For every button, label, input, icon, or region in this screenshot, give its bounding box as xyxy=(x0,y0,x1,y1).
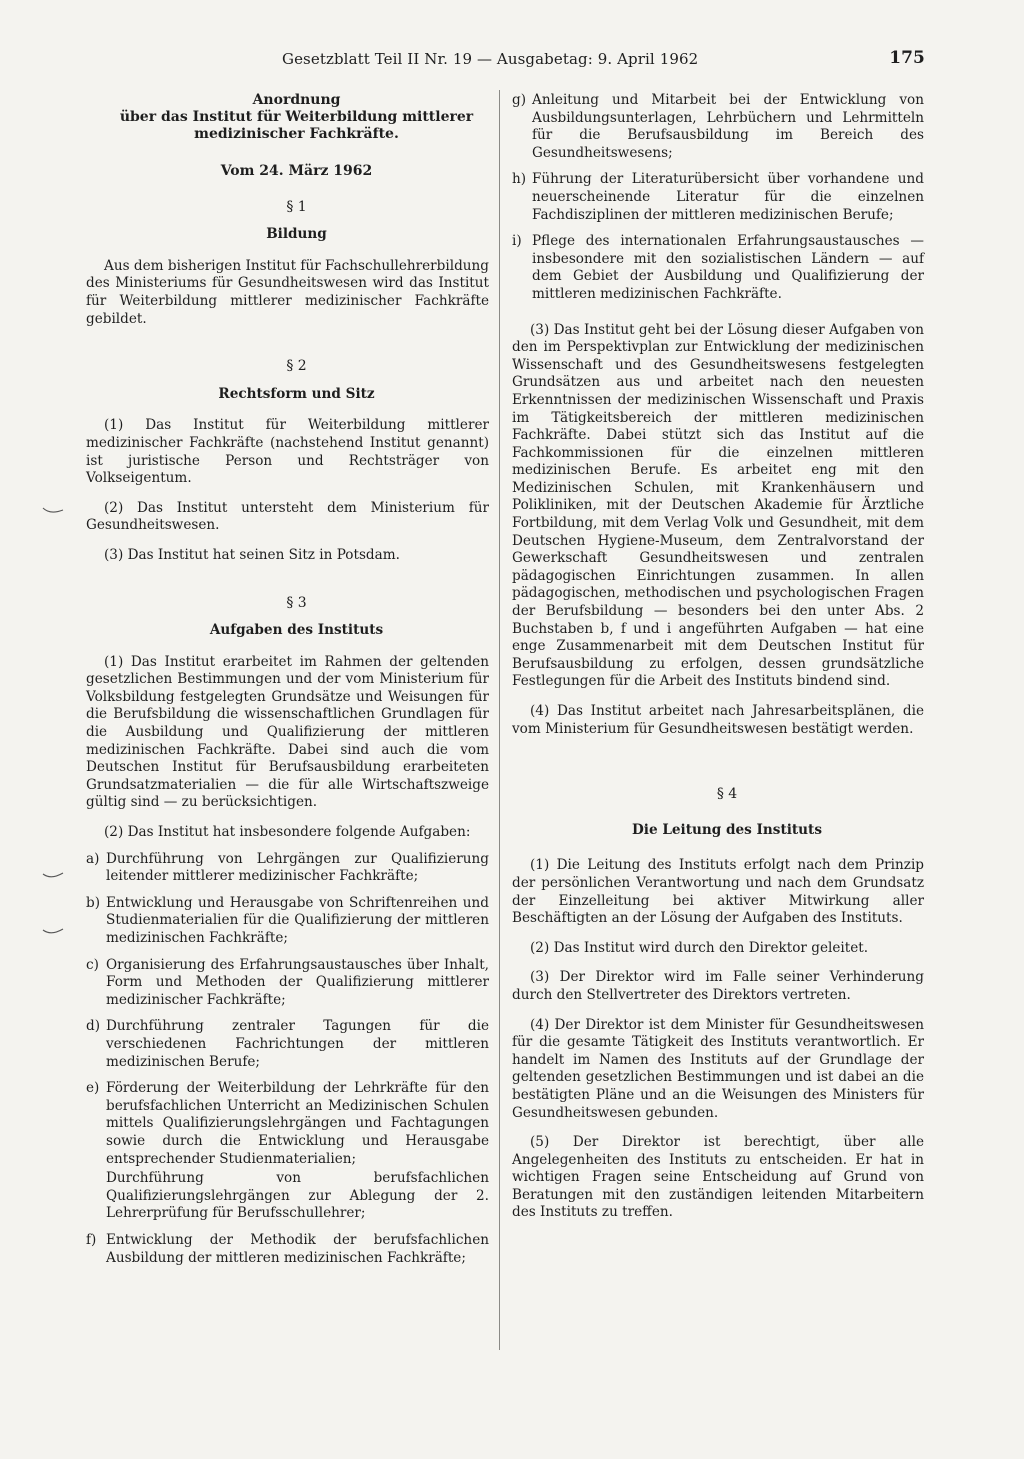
task-text: Organisierung des Erfahrungsaustausches über Inhalt, Form und Methoden der Qualifizierung mittlerer medizinischer Fachkräfte; xyxy=(106,956,489,1008)
task-text: Förderung der Weiterbildung der Lehrkräfte für den berufsfachlichen Unterricht an Medizinischen Schulen mittels Qualifizierungslehrgängen und Fachtagungen sowie durch die Entwicklung und Herausgabe entsprechender Studienmaterialien; xyxy=(106,1080,489,1167)
task-item-b xyxy=(86,895,489,948)
section-4-heading: Die Leitung des Instituts xyxy=(632,821,822,838)
section-4-paragraph-3: (3) Der Direktor wird im Falle seiner Verhinderung durch den Stellvertreter des Direktors vertreten. xyxy=(512,969,924,1003)
page-header xyxy=(270,48,925,74)
task-text: Anleitung und Mitarbeit bei der Entwicklung von Ausbildungsunterlagen, Lehrbüchern und Lehrmitteln für die Berufsausbildung im Bereich des Gesundheitswesens; xyxy=(532,92,924,161)
document-title-line-1: Anordnung xyxy=(252,92,341,108)
task-text: Führung der Literaturübersicht über vorhandene und neuerscheinende Literatur für die einzelnen Fachdisziplinen der mittleren medizinischen Berufe; xyxy=(532,171,924,223)
margin-check-mark-icon xyxy=(42,506,64,516)
task-text: Durchführung von berufsfachlichen Qualifizierungslehrgängen zur Ablegung der 2. Lehrerprüfung für Berufsschullehrer; xyxy=(106,1170,489,1222)
margin-check-mark-icon xyxy=(42,927,64,937)
section-1-number: § 1 xyxy=(286,198,307,215)
task-letter: c) xyxy=(86,956,99,973)
task-item-f xyxy=(86,1232,489,1267)
task-letter: a) xyxy=(86,850,100,867)
section-1-paragraph-1: Aus dem bisherigen Institut für Fachschullehrerbildung des Ministeriums für Gesundheitswesen wird das Institut für Weiterbildung mittlerer medizinischer Fachkräfte gebildet. xyxy=(86,257,489,327)
task-text: Entwicklung und Herausgabe von Schriftenreihen und Studienmaterialien für die Qualifizierung der mittleren medizinischen Fachkräfte; xyxy=(106,894,489,946)
section-1-heading: Bildung xyxy=(266,226,327,243)
task-letter: e) xyxy=(86,1080,100,1097)
task-letter: f) xyxy=(86,1231,97,1248)
section-3-number: § 3 xyxy=(286,594,307,611)
task-item-d xyxy=(86,1018,489,1071)
running-title: Gesetzblatt Teil II Nr. 19 — Ausgabetag: 9. April 1962 xyxy=(282,50,699,68)
task-letter: b) xyxy=(86,894,101,911)
document-title-line-3: medizinischer Fachkräfte. xyxy=(194,126,399,142)
right-column xyxy=(512,92,924,1222)
section-2-paragraph-2: (2) Das Institut untersteht dem Ministerium für Gesundheitswesen. xyxy=(86,499,489,534)
section-4-paragraph-1: (1) Die Leitung des Instituts erfolgt nach dem Prinzip der persönlichen Verantwortung und nach dem Grundsatz der Einzelleitung bei aktiver Mitwirkung aller Beschäftigten an der Lösung der Aufgaben des Instituts. xyxy=(512,857,924,927)
margin-check-mark-icon xyxy=(42,871,64,881)
task-text: Durchführung zentraler Tagungen für die verschiedenen Fachrichtungen der mittleren medizinischen Berufe; xyxy=(106,1018,489,1070)
section-4-paragraph-2: (2) Das Institut wird durch den Direktor geleitet. xyxy=(530,939,869,956)
page-number: 175 xyxy=(889,48,925,68)
section-3-paragraph-4: (4) Das Institut arbeitet nach Jahresarbeitsplänen, die vom Ministerium für Gesundheitswesen bestätigt werden. xyxy=(512,703,924,737)
task-item-c xyxy=(86,957,489,1010)
section-2-paragraph-1: (1) Das Institut für Weiterbildung mittlerer medizinischer Fachkräfte (nachstehend Institut genannt) ist juristische Person und Rechtsträger von Volkseigentum. xyxy=(86,417,489,487)
section-4-number: § 4 xyxy=(716,786,738,803)
task-item-e-continuation xyxy=(86,1170,489,1223)
section-4-paragraph-4: (4) Der Direktor ist dem Minister für Gesundheitswesen für die gesamte Tätigkeit des Instituts verantwortlich. Er handelt im Namen des Instituts auf der Grundlage der geltenden gesetzlichen Bestimmungen und ist dabei an die bestätigten Pläne und an die Weisungen des Ministers für Gesundheitswesen gebunden. xyxy=(512,1016,924,1121)
section-3-paragraph-2: (2) Das Institut hat insbesondere folgende Aufgaben: xyxy=(104,824,471,841)
task-text: Pflege des internationalen Erfahrungsaustausches — insbesondere mit den sozialistischen Ländern — auf dem Gebiet der Ausbildung und Qualifizierung der mittleren medizinischen Fachkräfte. xyxy=(532,233,924,302)
document-title-line-2: über das Institut für Weiterbildung mittlerer xyxy=(119,109,474,125)
section-2-paragraph-3: (3) Das Institut hat seinen Sitz in Potsdam. xyxy=(104,546,400,563)
task-letter: d) xyxy=(86,1018,101,1035)
left-column xyxy=(86,92,489,1267)
section-4-paragraph-5: (5) Der Direktor ist berechtigt, über alle Angelegenheiten des Instituts zu entscheiden. Er hat in wichtigen Fragen seine Entscheidung auf Grund von Beratungen mit den zuständigen leitenden Mitarbeitern des Instituts zu treffen. xyxy=(512,1134,924,1221)
task-text: Durchführung von Lehrgängen zur Qualifizierung leitender mittlerer medizinischer Fachkräfte; xyxy=(106,850,489,885)
document-date: Vom 24. März 1962 xyxy=(220,163,373,179)
section-3-paragraph-3: (3) Das Institut geht bei der Lösung dieser Aufgaben von den im Perspektivplan zur Entwicklung der medizinischen Wissenschaft und des Gesundheitswesens festgelegten Grundsätzen aus und arbeitet nach den neuesten Erkenntnissen der medizinischen Wissenschaft und Praxis im Tätigkeitsbereich der mittleren medizinischen Fachkräfte. Dabei stützt sich das Institut auf die Fachkommissionen für die einzelnen mittleren medizinischen Berufe. Es arbeitet eng mit den Medizinischen Schulen, mit Krankenhäusern und Polikliniken, mit der Deutschen Akademie für Ärztliche Fortbildung, mit dem Verlag Volk und Gesundheit, mit dem Deutschen Hygiene-Museum, dem Zentralvorstand der Gewerkschaft Gesundheitswesen und zentralen pädagogischen Einrichtungen zusammen. In allen pädagogischen, methodischen und psychologischen Fragen der Berufsbildung — besonders bei den unter Abs. 2 Buchstaben b, f und i angeführten Aufgaben — hat eine enge Zusammenarbeit mit dem Deutschen Institut für Berufsausbildung zu erfolgen, dessen grundsätzliche Festlegungen für die Arbeit des Instituts bindend sind. xyxy=(512,321,924,690)
task-item-e xyxy=(86,1080,489,1168)
task-item-g xyxy=(512,92,924,162)
task-item-a xyxy=(86,851,489,886)
task-text: Entwicklung der Methodik der berufsfachlichen Ausbildung der mittleren medizinischen Fachkräfte; xyxy=(106,1231,489,1266)
section-2-number: § 2 xyxy=(286,358,307,375)
section-3-heading: Aufgaben des Instituts xyxy=(209,622,384,639)
column-divider xyxy=(499,90,500,1350)
task-letter: h) xyxy=(512,171,527,188)
task-item-h xyxy=(512,171,924,224)
task-item-i xyxy=(512,233,924,303)
section-2-heading: Rechtsform und Sitz xyxy=(218,385,375,402)
task-letter: i) xyxy=(512,233,522,250)
task-letter: g) xyxy=(512,92,527,108)
section-3-paragraph-1: (1) Das Institut erarbeitet im Rahmen der geltenden gesetzlichen Bestimmungen und der vom Ministerium für Volksbildung festgelegten Grundsätze und Weisungen für die Berufsbildung die wissenschaftlichen Grundlagen für die Ausbildung und Qualifizierung der mittleren medizinischen Fachkräfte. Dabei sind auch die vom Deutschen Institut für Berufsausbildung erarbeiteten Grundsatzmaterialien — die für alle Wirtschaftszweige gültig sind — zu berücksichtigen. xyxy=(86,653,489,811)
